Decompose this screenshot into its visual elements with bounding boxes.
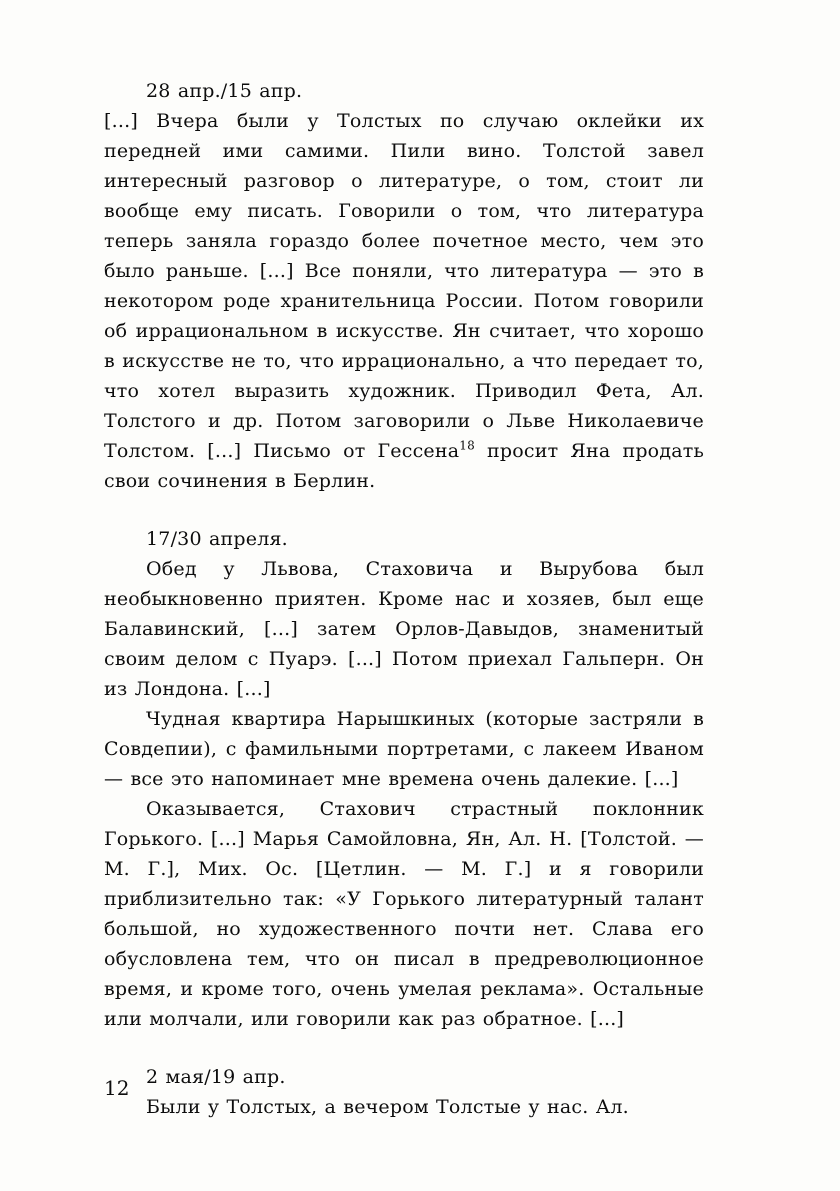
diary-entry-2 <box>104 524 704 1034</box>
paragraph <box>104 106 704 496</box>
paragraph: Обед у Львова, Стаховича и Вырубова был необыкновенно приятен. Кроме нас и хозяев, был еще Балавинский, [...] затем Орлов-Давыдов, знаменитый своим делом с Пуарэ. [...] Потом приехал Гальперн. Он из Лондона. [...] <box>104 558 704 700</box>
diary-entry-3 <box>104 1062 704 1122</box>
text-block <box>104 76 704 1122</box>
page-number: 12 <box>104 1076 130 1100</box>
entry-date: 28 апр./15 апр. <box>146 80 303 102</box>
diary-entry-1 <box>104 76 704 496</box>
entry-date: 2 мая/19 апр. <box>146 1066 286 1088</box>
paragraph: Были у Толстых, а вечером Толстые у нас. Ал. <box>146 1096 629 1118</box>
paragraph-text: просит Яна продать свои сочинения в Берлин. <box>104 440 704 492</box>
paragraph: Оказывается, Стахович страстный поклонник Горького. [...] Марья Самойловна, Ян, Ал. Н. [Толстой. — М. Г.], Мих. Ос. [Цетлин. — М. Г.] и я говорили приблизительно так: «У Горького литературный талант большой, но художественного почти нет. Слава его обусловлена тем, что он писал в предреволюционное время, и кроме того, очень умелая реклама». Остальные или молчали, или говорили как раз обратное. [...] <box>104 798 704 1030</box>
footnote-ref: 18 <box>459 438 475 453</box>
entry-date: 17/30 апреля. <box>146 528 288 550</box>
paragraph: Чудная квартира Нарышкиных (которые застряли в Совдепии), с фамильными портретами, с лакеем Иваном — все это напоминает мне времена очень далекие. [...] <box>104 708 704 790</box>
paragraph-text: [...] Вчера были у Толстых по случаю оклейки их передней ими самими. Пили вино. Толстой завел интересный разговор о литературе, о том, стоит ли вообще ему писать. Говорили о том, что литература теперь заняла гораздо более почетное место, чем это было раньше. [...] Все поняли, что литература — это в некотором роде хранительница России. Потом говорили об иррациональном в искусстве. Ян считает, что хорошо в искусстве не то, что иррационально, а что передает то, что хотел выразить художник. Приводил Фета, Ал. Толстого и др. Потом заговорили о Льве Николаевиче Толстом. [...] Письмо от Гессена <box>104 110 704 462</box>
